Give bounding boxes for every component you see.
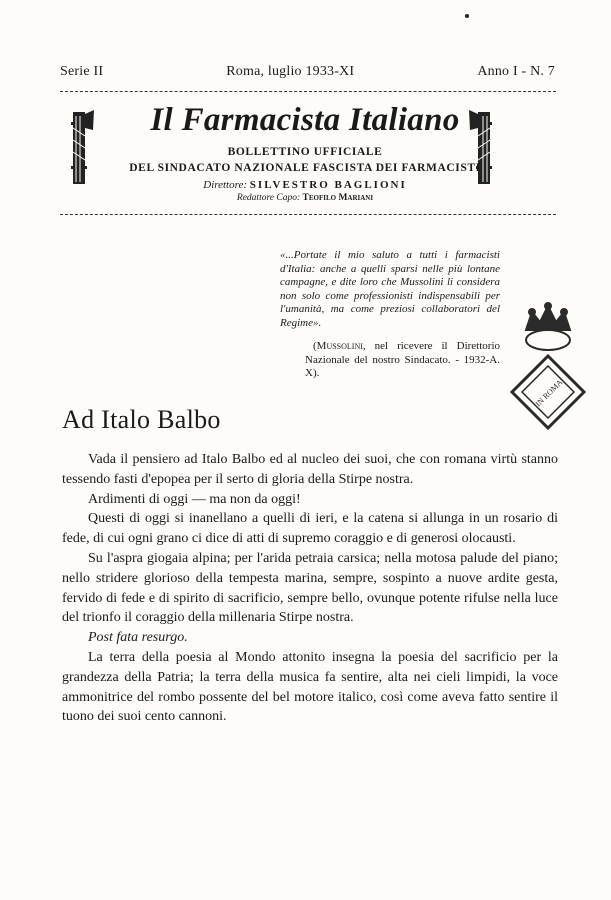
paragraph: Vada il pensiero ad Italo Balbo ed al nucleo dei suoi, che con romana virtù stanno tessendo fasti d'epopea per il serto di gloria della Stirpe nostra. <box>62 452 558 487</box>
paragraph: La terra della poesia al Mondo attonito insegna la poesia del sacrificio per la grandezza della Patria; la terra della musica fa sentire, alta nei cieli limpidi, la voce ammonitrice del rombo possente del bel motore italico, così come aveva fatto sentire il tuono dei suoi cento cannoni. <box>62 649 558 725</box>
latin-motto: Post fata resurgo. <box>88 630 188 646</box>
paragraph: Questi di oggi si inanellano a quelli di ieri, e la catena si allunga in un rosario di fede, di cui ogni grano ci dice di atti di supremo coraggio e di generosi olocausti. <box>62 511 558 547</box>
masthead-rule <box>60 214 556 215</box>
editor-line <box>100 193 510 203</box>
mussolini-quote: «...Portate il mio saluto a tutti i farmacisti d'Italia: anche a quelli sparsi nelle più lontane campagne, e dite loro che Mussolini li considera non solo come professionisti indispensabili per l'umanità, ma come preziosi collaboratori del Regime». <box>280 249 500 329</box>
article-title: Ad Italo Balbo <box>62 405 221 434</box>
masthead-subtitle: BOLLETTINO UFFICIALE <box>227 146 383 158</box>
ink-dot <box>465 14 469 18</box>
fasces-left-icon <box>64 108 94 188</box>
quote-attribution-text: nel ricevere il Direttorio Nazionale del nostro Sindacato. - 1932-A. X). <box>305 340 500 379</box>
quote-author: (Mussolini, <box>313 340 366 352</box>
header-rule <box>60 91 556 92</box>
masthead-subtitle-org: DEL SINDACATO NAZIONALE FASCISTA DEI FARMACISTI <box>129 162 481 174</box>
stamp-text: IN ROMA <box>533 377 565 409</box>
paragraph: Ardimenti di oggi — ma non da oggi! <box>88 491 301 507</box>
series-label: Serie II <box>60 64 104 79</box>
director-line <box>100 179 510 191</box>
header-line <box>60 64 555 80</box>
publication-title: Il Farmacista Italiano <box>150 102 460 138</box>
article-body <box>62 450 558 727</box>
editor-name: Teofilo Mariani <box>302 193 374 203</box>
issue-number: Anno I - N. 7 <box>477 64 555 79</box>
editor-label: Redattore Capo: <box>236 193 301 203</box>
paragraph: Su l'aspra giogaia alpina; per l'arida petraia carsica; nella motosa palude del piano; nello stridere glorioso della tempesta marina, sempre, sospinto a nuove ardite gesta, fervido di fede e di spirito di sacrificio, sempre bello, ovunque potente rifulse nella luce del trionfo il coraggio della millenaria Stirpe nostra. <box>62 550 558 626</box>
director-name: SILVESTRO BAGLIONI <box>249 179 407 191</box>
date-line: Roma, luglio 1933-XI <box>226 64 355 79</box>
library-stamp-icon <box>508 300 588 450</box>
quote-attribution <box>305 340 500 381</box>
director-label: Direttore: <box>203 179 248 191</box>
